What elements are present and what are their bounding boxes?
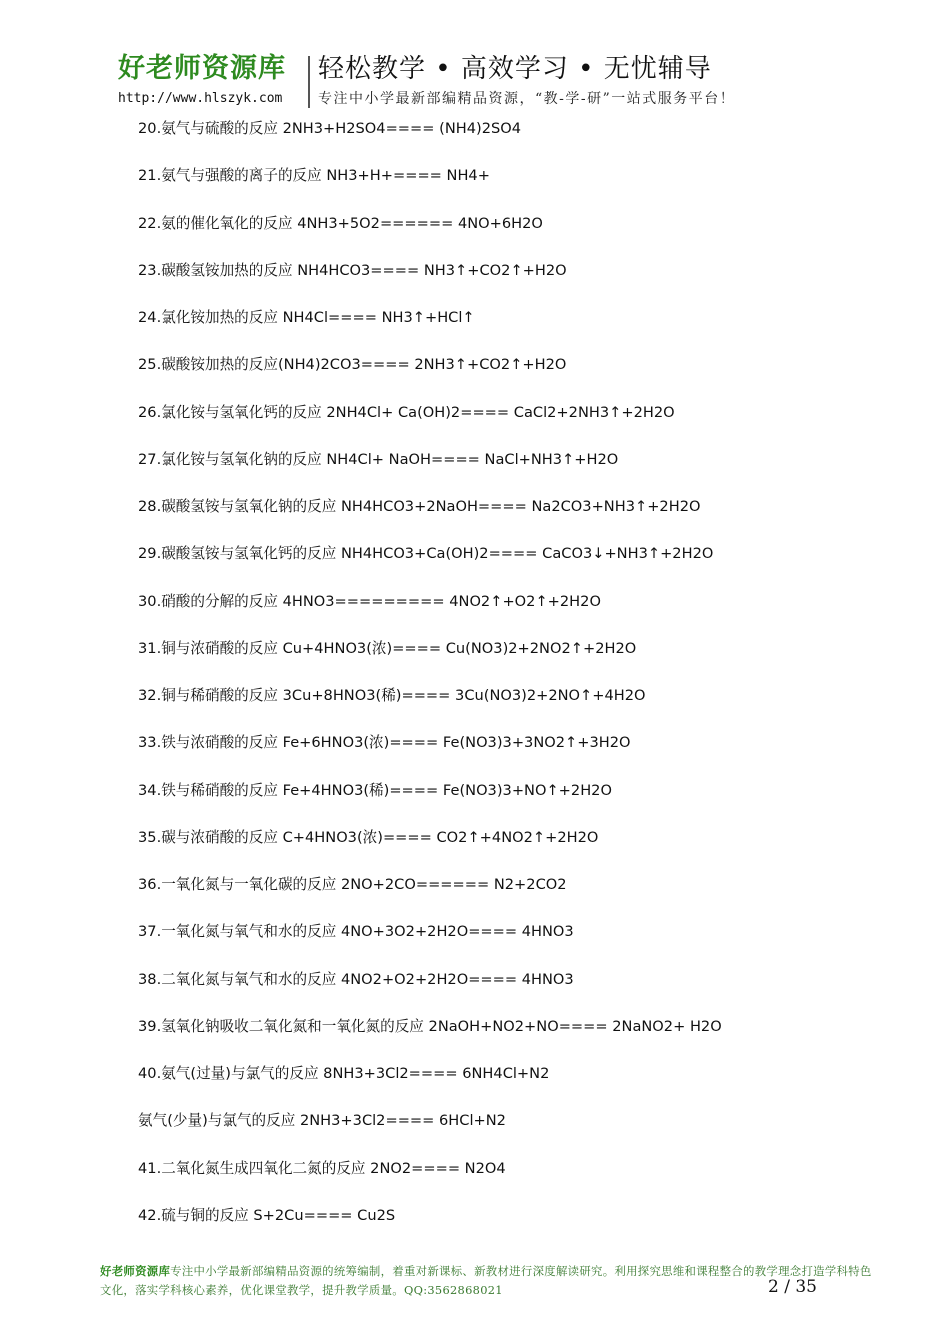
reaction-line: 35.碳与浓硝酸的反应 C+4HNO3(浓)==== CO2↑+4NO2↑+2H2O bbox=[138, 828, 599, 846]
reaction-line: 29.碳酸氢铵与氢氧化钙的反应 NH4HCO3+Ca(OH)2==== CaCO3↓+NH3↑+2H2O bbox=[138, 545, 714, 563]
reaction-line: 27.氯化铵与氢氧化钠的反应 NH4Cl+ NaOH==== NaCl+NH3↑+H2O bbox=[138, 450, 619, 468]
site-url[interactable]: http://www.hlszyk.com bbox=[118, 91, 283, 106]
reaction-line: 22.氨的催化氧化的反应 4NH3+5O2====== 4NO+6H2O bbox=[138, 214, 543, 232]
reaction-line: 28.碳酸氢铵与氢氧化钠的反应 NH4HCO3+2NaOH==== Na2CO3+NH3↑+2H2O bbox=[138, 498, 701, 515]
reaction-line: 34.铁与稀硝酸的反应 Fe+4HNO3(稀)==== Fe(NO3)3+NO↑+2H2O bbox=[138, 781, 612, 799]
reaction-line: 38.二氧化氮与氧气和水的反应 4NO2+O2+2H2O==== 4HNO3 bbox=[138, 970, 574, 988]
reaction-line: 32.铜与稀硝酸的反应 3Cu+8HNO3(稀)==== 3Cu(NO3)2+2NO↑+4H2O bbox=[138, 687, 646, 704]
header-slogan: 轻松教学 • 高效学习 • 无忧辅导 bbox=[318, 54, 712, 84]
reaction-line: 25.碳酸铵加热的反应(NH4)2CO3==== 2NH3↑+CO2↑+H2O bbox=[138, 356, 567, 374]
reaction-line: 41.二氧化氮生成四氧化二氮的反应 2NO2==== N2O4 bbox=[138, 1159, 506, 1177]
footer-brand: 好老师资源库 bbox=[100, 1264, 171, 1278]
reaction-line: 40.氨气(过量)与氯气的反应 8NH3+3Cl2==== 6NH4Cl+N2 bbox=[138, 1065, 550, 1082]
reaction-line: 23.碳酸氢铵加热的反应 NH4HCO3==== NH3↑+CO2↑+H2O bbox=[138, 261, 567, 279]
reaction-line: 42.硫与铜的反应 S+2Cu==== Cu2S bbox=[138, 1206, 396, 1224]
brand-name: 好老师资源库 bbox=[118, 53, 286, 84]
reaction-line: 30.硝酸的分解的反应 4HNO3========= 4NO2↑+O2↑+2H2O bbox=[138, 592, 601, 610]
reaction-list bbox=[138, 116, 898, 1250]
reaction-line: 24.氯化铵加热的反应 NH4Cl==== NH3↑+HCl↑ bbox=[138, 309, 475, 326]
reaction-line: 21.氨气与强酸的离子的反应 NH3+H+==== NH4+ bbox=[138, 167, 490, 185]
reaction-line: 氨气(少量)与氯气的反应 2NH3+3Cl2==== 6HCl+N2 bbox=[138, 1112, 506, 1130]
page-header bbox=[118, 52, 878, 112]
reaction-line: 20.氨气与硫酸的反应 2NH3+H2SO4==== (NH4)2SO4 bbox=[138, 120, 522, 137]
page-number: 2 / 35 bbox=[768, 1277, 817, 1297]
reaction-line: 37.一氧化氮与氧气和水的反应 4NO+3O2+2H2O==== 4HNO3 bbox=[138, 923, 574, 941]
header-divider bbox=[308, 56, 310, 108]
page-footer bbox=[100, 1262, 880, 1300]
reaction-line: 31.铜与浓硝酸的反应 Cu+4HNO3(浓)==== Cu(NO3)2+2NO2↑+2H2O bbox=[138, 639, 637, 657]
footer-description bbox=[100, 1262, 880, 1300]
reaction-line: 33.铁与浓硝酸的反应 Fe+6HNO3(浓)==== Fe(NO3)3+3NO2↑+3H2O bbox=[138, 734, 631, 752]
reaction-line: 39.氢氧化钠吸收二氧化氮和一氧化氮的反应 2NaOH+NO2+NO==== 2NaNO2+ H2O bbox=[138, 1017, 722, 1035]
footer-text: 专注中小学最新部编精品资源的统筹编制，着重对新课标、新教材进行深度解读研究。利用探究思维和课程整合的教学理念打造学科特色文化，落实学科核心素养，优化课堂教学，提升教学质量。QQ:3562868021 bbox=[100, 1264, 872, 1297]
header-tagline: 专注中小学最新部编精品资源，“教-学-研”一站式服务平台！ bbox=[318, 91, 736, 107]
reaction-line: 36.一氧化氮与一氧化碳的反应 2NO+2CO====== N2+2CO2 bbox=[138, 876, 567, 893]
reaction-line: 26.氯化铵与氢氧化钙的反应 2NH4Cl+ Ca(OH)2==== CaCl2+2NH3↑+2H2O bbox=[138, 403, 675, 421]
